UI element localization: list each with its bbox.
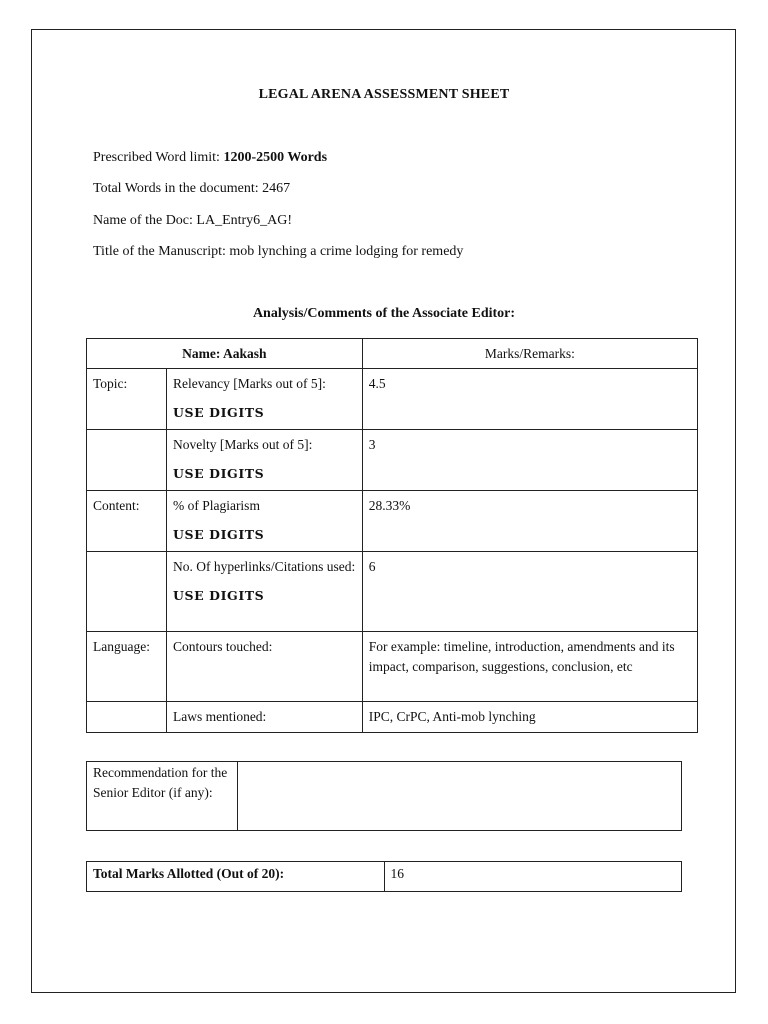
value-text: 28.33% <box>368 498 411 513</box>
table-row <box>87 552 698 632</box>
total-label: Total Marks Allotted (Out of 20): <box>93 866 285 881</box>
word-limit-label: Prescribed Word limit: <box>93 150 224 165</box>
category-label <box>87 702 166 707</box>
category-cell <box>87 702 167 733</box>
use-digits-note: USE DIGITS <box>172 527 265 542</box>
table-header-row <box>87 339 698 369</box>
table-row <box>87 430 698 491</box>
value-text: 3 <box>368 437 376 452</box>
recommendation-label: Recommendation for the Senior Editor (if any): <box>93 765 228 800</box>
category-cell <box>87 552 167 632</box>
table-row <box>87 491 698 552</box>
category-label <box>87 552 166 557</box>
table-row <box>87 632 698 702</box>
value-text: 4.5 <box>368 376 386 391</box>
document-title: LEGAL ARENA ASSESSMENT SHEET <box>258 87 510 102</box>
total-label-cell <box>87 862 385 892</box>
category-cell <box>87 632 167 702</box>
value-cell <box>362 702 697 733</box>
total-marks-table <box>86 861 682 892</box>
criterion-label: Contours touched: <box>172 639 273 654</box>
use-digits-note: USE DIGITS <box>172 405 265 420</box>
analysis-heading: Analysis/Comments of the Associate Editor: <box>252 306 516 321</box>
value-cell <box>362 491 697 552</box>
category-label <box>87 430 166 435</box>
category-label: Content: <box>93 498 140 513</box>
criterion-label: No. Of hyperlinks/Citations used: <box>172 559 356 574</box>
header-marks: Marks/Remarks: <box>484 346 575 361</box>
use-digits-note: USE DIGITS <box>172 466 265 481</box>
criterion-cell <box>166 430 362 491</box>
criterion-label: Laws mentioned: <box>172 709 267 724</box>
word-limit-value: 1200-2500 Words <box>223 150 328 165</box>
value-text: 6 <box>368 559 376 574</box>
use-digits-note: USE DIGITS <box>172 588 265 603</box>
recommendation-value-cell <box>237 762 681 831</box>
category-cell <box>87 430 167 491</box>
category-cell <box>87 369 167 430</box>
criterion-label: Relevancy [Marks out of 5]: <box>172 376 326 391</box>
category-label: Topic: <box>93 376 128 391</box>
total-words-line: Total Words in the document: 2467 <box>93 181 291 196</box>
criterion-cell <box>166 702 362 733</box>
value-cell <box>362 369 697 430</box>
word-limit-line <box>93 150 327 166</box>
criterion-label: Novelty [Marks out of 5]: <box>172 437 313 452</box>
value-cell <box>362 632 697 702</box>
category-cell <box>87 491 167 552</box>
criterion-cell <box>166 552 362 632</box>
recommendation-value <box>238 762 681 767</box>
table-row <box>87 369 698 430</box>
total-value: 16 <box>390 866 405 881</box>
criterion-cell <box>166 491 362 552</box>
manuscript-title-line: Title of the Manuscript: mob lynching a crime lodging for remedy <box>93 244 464 259</box>
value-cell <box>362 552 697 632</box>
header-marks-cell <box>362 339 697 369</box>
recommendation-table <box>86 761 682 831</box>
assessment-table <box>86 338 698 733</box>
header-name: Name: Aakash <box>182 346 267 361</box>
header-name-cell <box>87 339 363 369</box>
criterion-label: % of Plagiarism <box>172 498 260 513</box>
recommendation-label-cell <box>87 762 238 831</box>
total-value-cell <box>384 862 681 892</box>
category-label: Language: <box>93 639 150 654</box>
criterion-cell <box>166 369 362 430</box>
table-row <box>87 702 698 733</box>
value-text: For example: timeline, introduction, amendments and its impact, comparison, suggestions, conclusion, etc <box>368 639 675 674</box>
doc-name-line: Name of the Doc: LA_Entry6_AG! <box>93 213 293 228</box>
value-text: IPC, CrPC, Anti-mob lynching <box>368 709 536 724</box>
value-cell <box>362 430 697 491</box>
criterion-cell <box>166 632 362 702</box>
